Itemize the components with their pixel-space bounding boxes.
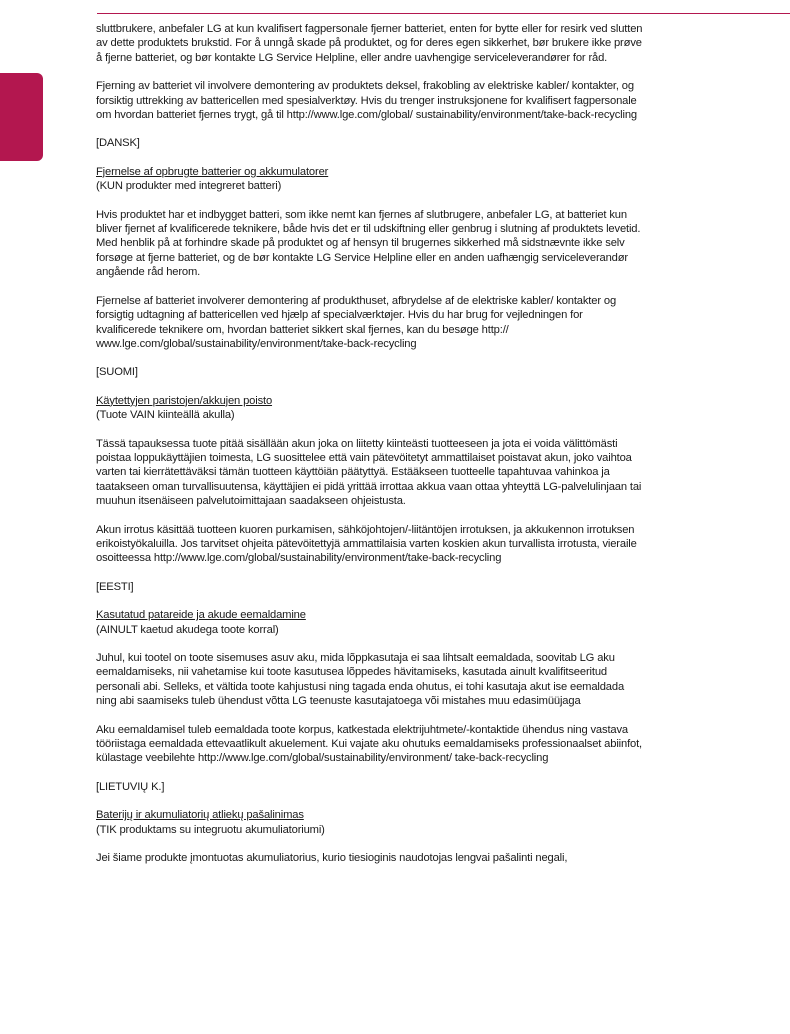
section-title-suomi: Käytettyjen paristojen/akkujen poisto [96, 394, 273, 407]
dansk-paragraph-1: Hvis produktet har et indbygget batteri, som ikke nemt kan fjernes af slutbrugere, anbefaler LG, at batteriet kun bliver fjernet af kvalificerede teknikere, både hvis det er til udskiftning eller genbrug i slutning af produktets levetid. Med henblik på at forhindre skade på produktet og af hensyn til brugernes sikkerhed må sidstnævnte ikke selv forsøge at fjerne batteriet, og de bør kontakte LG Service Helpline eller en anden uafhængig serviceleverandør angående råd herom. [96, 208, 641, 279]
dansk-paragraph-2: Fjernelse af batteriet involverer demontering af produkthuset, afbrydelse af de elektriske kabler/ kontakter og forsigtig udtagning af battericellen ved hjælp af specialværktøjer. Hvis du har brug for vejledningen for kvalificerede teknikere om, hvordan batteriet sikkert skal fjernes, kan du besøge http:// www.lge.com/global/sustainability/environment/take-back-recycling [96, 294, 617, 350]
suomi-paragraph-1: Tässä tapauksessa tuote pitää sisällään akun joka on liitetty kiinteästi tuotteeseen ja jota ei voida välittömästi poistaa loppukäyttäjien toimesta, LG suosittelee että vain pätevöitetyt ammattilaiset poistavat akun, joko vaihtoa varten tai kierrätettäväksi tämän tuotteen käyttöiän päätyttyä. Estääkseen tuotteelle tapahtuvaa vahinkoa ja taatakseen oman turvallisuutensa, käyttäjien ei pidä yrittää irrottaa akkua vaan ottaa yhteyttä LG-palvelulinjaan tai muuhun itsenäiseen palvelutoimittajaan saadakseen ohjeistusta. [96, 437, 642, 508]
section-subtitle-dansk: (KUN produkter med integreret batteri) [96, 180, 282, 193]
lietuviu-paragraph-1: Jei šiame produkte įmontuotas akumuliatorius, kurio tiesioginis naudotojas lengvai pašalinti negali, [96, 852, 568, 865]
suomi-paragraph-2: Akun irrotus käsittää tuotteen kuoren purkamisen, sähköjohtojen/-liitäntöjen irrotuksen, ja akkukennon irrotuksen erikoistyökaluilla. Jos tarvitset ohjeita pätevöitettyjä ammattilaisia varten koskien akun turvallista irrotusta, vieraile osoitteessa http://www.lge.com/global/sustainability/environment/take-back-recycling [96, 523, 637, 565]
header-rule [97, 13, 790, 14]
norsk-paragraph-2: Fjerning av batteriet vil involvere demontering av produktets deksel, frakobling av elektriske kabler/ kontakter, og forsiktig uttrekking av battericellen med spesialverktøy. Hvis du trenger instruksjonene for kvalifisert fagpersonale om hvordan batteriet fjernes trygt, gå til http://www.lge.com/global/ sustainability/environment/take-back-recycling [96, 80, 637, 122]
eesti-paragraph-1: Juhul, kui tootel on toote sisemuses asuv aku, mida lõppkasutaja ei saa lihtsalt eemaldada, soovitab LG aku eemaldamiseks, nii vahetamise kui toote kasutusea lõppedes hävitamiseks, kasutada ainult kvalifitseeritud personali abi. Selleks, et vältida toote kahjustusi ning tagada enda ohutus, ei tohi kasutaja akut ise eemaldada ning abi saamiseks tuleb ühendust võtta LG teenuste kasutajatoega või mistahes muu edasimüüjaga [96, 652, 625, 708]
section-label-eesti: [EESTI] [96, 580, 134, 593]
section-subtitle-lietuviu: (TIK produktams su integruotu akumuliatoriumi) [96, 823, 325, 836]
section-label-suomi: [SUOMI] [96, 366, 138, 379]
section-title-dansk: Fjernelse af opbrugte batterier og akkumulatorer [96, 165, 329, 178]
section-label-lietuviu: [LIETUVIŲ K.] [96, 780, 165, 793]
section-title-eesti: Kasutatud patareide ja akude eemaldamine [96, 609, 306, 622]
document-body [96, 22, 644, 865]
section-subtitle-suomi: (Tuote VAIN kiinteällä akulla) [96, 409, 235, 422]
section-subtitle-eesti: (AINULT kaetud akudega toote korral) [96, 623, 279, 636]
section-title-lietuviu: Baterijų ir akumuliatorių atliekų pašalinimas [96, 809, 304, 822]
language-side-tab [0, 73, 43, 161]
eesti-paragraph-2: Aku eemaldamisel tuleb eemaldada toote korpus, katkestada elektrijuhtmete/-kontaktide ühendus ning vastava tööriistaga eemaldada ettevaatlikult akuelement. Kui vajate aku ohutuks eemaldamiseks professionaalset abiinfot, külastage veebilehte http://www.lge.com/global/sustainability/environment/ take-back-recycling [96, 723, 643, 765]
norsk-paragraph-1: sluttbrukere, anbefaler LG at kun kvalifisert fagpersonale fjerner batteriet, enten for bytte eller for resirk ved slutten av dette produktets brukstid. For å unngå skade på produktet, og for deres egen sikkerhet, bør brukere ikke prøve å fjerne batteriet, og bør kontakte LG Service Helpline, eller andre uavhengige serviceleverandører for råd. [96, 23, 643, 64]
section-label-dansk: [DANSK] [96, 137, 140, 150]
